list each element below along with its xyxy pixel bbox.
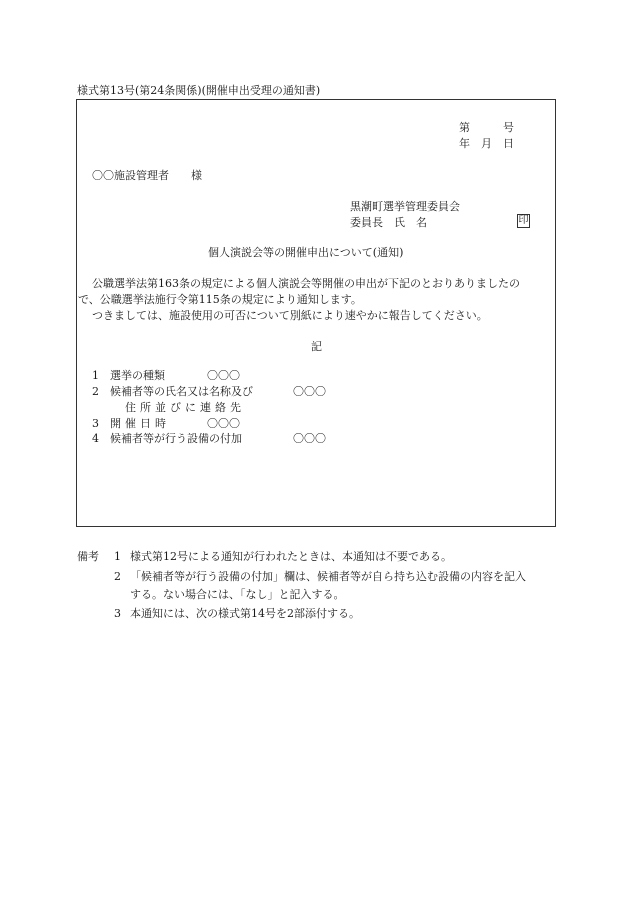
note-number: 1: [114, 550, 121, 563]
item-label: 開催日時: [110, 417, 170, 430]
note-number: 2: [114, 570, 121, 583]
item-number: 1: [92, 369, 99, 382]
item-value: 〇〇〇: [293, 385, 326, 398]
issuer-name: 委員長 氏 名: [350, 216, 427, 229]
item-label-continued: 住所並びに連絡先: [125, 401, 245, 414]
addressee: 〇〇施設管理者 様: [92, 169, 202, 182]
item-value: 〇〇〇: [207, 369, 240, 382]
item-number: 4: [92, 432, 99, 445]
date-label: 年 月 日: [459, 137, 514, 150]
number-label: 第 号: [459, 121, 514, 134]
issuer-org: 黒潮町選挙管理委員会: [350, 200, 460, 213]
doc-title: 個人演説会等の開催申出について(通知): [208, 246, 404, 259]
note-number: 3: [114, 607, 121, 620]
item-label: 候補者等の氏名又は名称及び: [110, 385, 253, 398]
notes-heading: 備考: [77, 550, 99, 563]
item-number: 2: [92, 385, 99, 398]
item-value: 〇〇〇: [207, 417, 240, 430]
item-number: 3: [92, 417, 99, 430]
body-line-2: で、公職選挙法施行令第115条の規定により通知します。: [78, 293, 362, 306]
note-text: 「候補者等が行う設備の付加」欄は、候補者等が自ら持ち込む設備の内容を記入: [130, 570, 526, 583]
item-label: 選挙の種類: [110, 369, 165, 382]
item-value: 〇〇〇: [293, 432, 326, 445]
body-line-3: つきましては、施設使用の可否について別紙により速やかに報告してください。: [92, 309, 488, 322]
seal-mark: 印: [518, 215, 529, 226]
note-text-continued: する。ない場合には、「なし」と記入する。: [130, 588, 345, 601]
item-label: 候補者等が行う設備の付加: [110, 432, 242, 445]
note-text: 本通知には、次の様式第14号を2部添付する。: [130, 607, 360, 620]
form-label: 様式第13号(第24条関係)(開催申出受理の通知書): [77, 84, 321, 97]
ki-heading: 記: [311, 340, 322, 353]
note-text: 様式第12号による通知が行われたときは、本通知は不要である。: [130, 550, 452, 563]
body-line-1: 公職選挙法第163条の規定による個人演説会等開催の申出が下記のとおりありましたの: [92, 277, 520, 290]
